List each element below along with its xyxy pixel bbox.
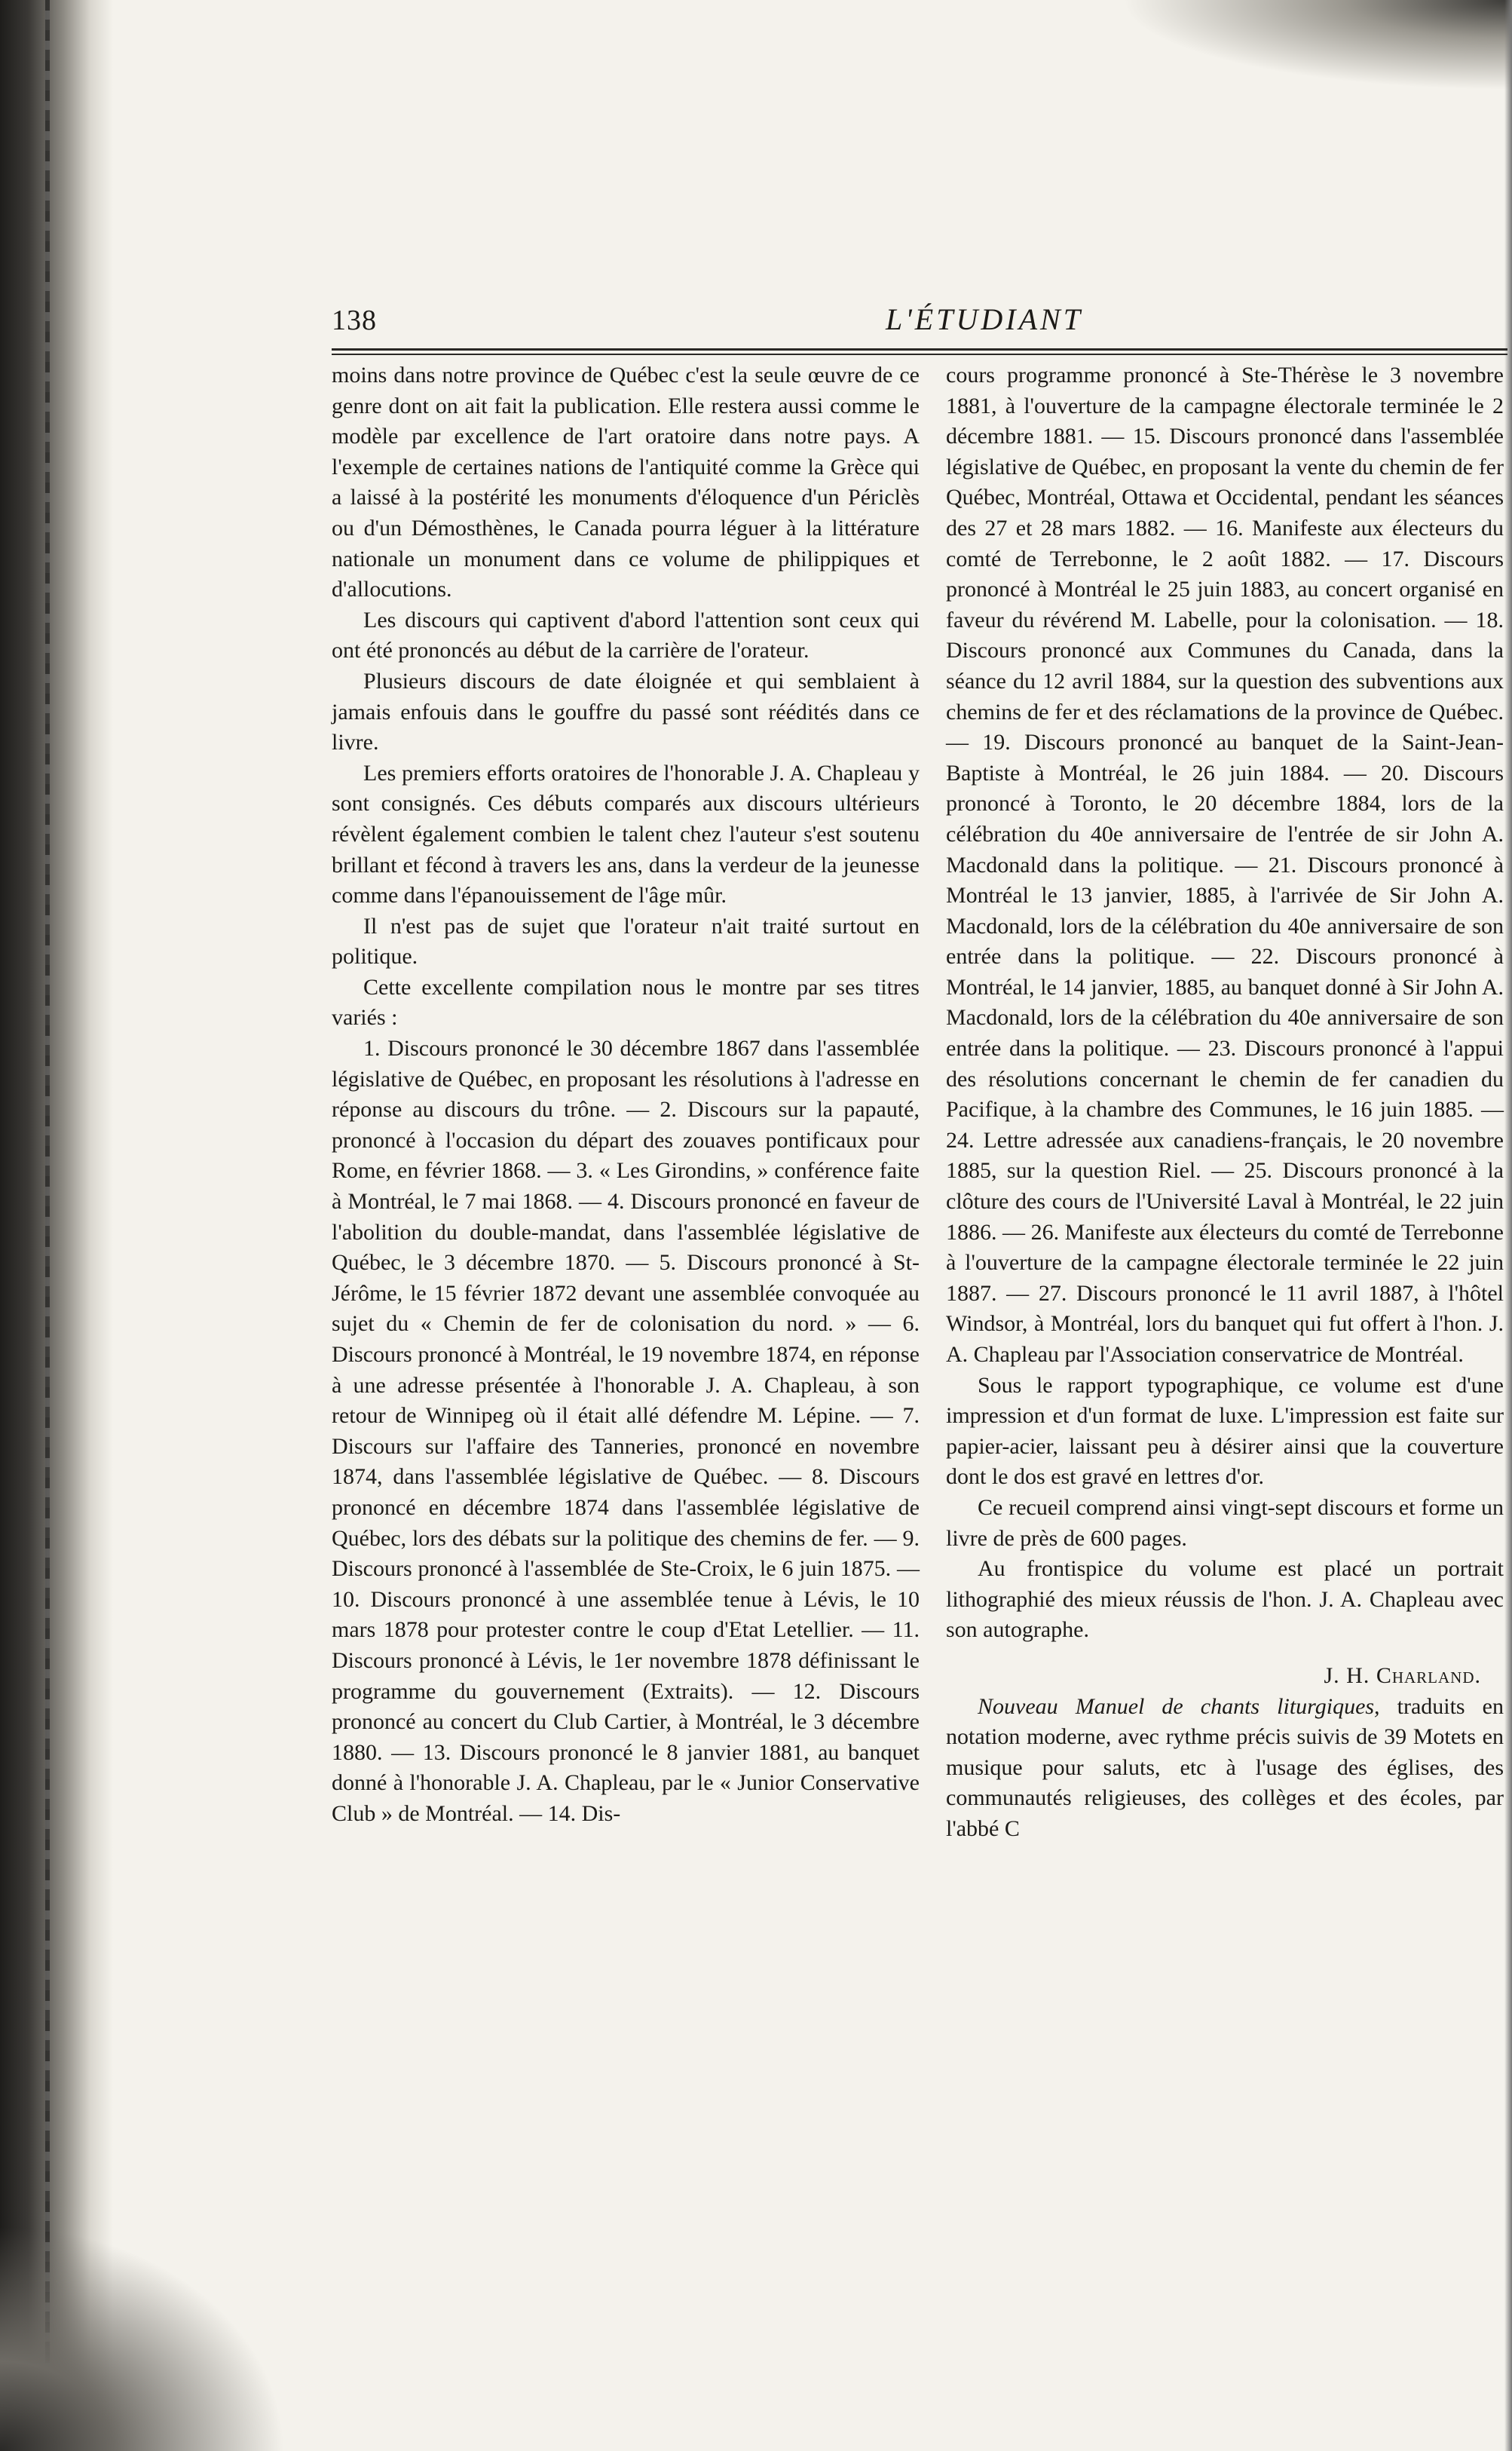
paragraph: Sous le rapport typographique, ce volume est d'une impression et d'un format de luxe. L'impression est faite sur papier-acier, laissant peu à désirer ainsi que la couverture dont le dos est gravé en lettres d'or. bbox=[946, 1372, 1504, 1490]
book-review-text: traduits en notation moderne, avec rythme précis suivis de 39 Motets en musique pour saluts, etc à l'usage des églises, des communautés religieuses, des collèges et des écoles, par l'abbé C bbox=[946, 1693, 1504, 1841]
paragraph: Au frontispice du volume est placé un portrait lithographié des mieux réussis de l'hon. J. A. Chapleau avec son autographe. bbox=[946, 1556, 1504, 1643]
left-column bbox=[332, 360, 920, 1830]
scan-binding-edge bbox=[0, 0, 113, 2451]
paragraph: Cette excellente compilation nous le montre par ses titres variés : bbox=[332, 974, 920, 1031]
paragraph: Les discours qui captivent d'abord l'attention sont ceux qui ont été prononcés au début de la carrière de l'orateur. bbox=[332, 607, 920, 663]
running-title: L'ÉTUDIANT bbox=[886, 302, 1083, 336]
scan-right-edge bbox=[1504, 0, 1512, 2451]
book-review bbox=[946, 1692, 1504, 1845]
scan-corner-shadow bbox=[0, 2225, 286, 2451]
speech-list: 1. Discours prononcé le 30 décembre 1867 dans l'assemblée législative de Québec, en proposant les résolutions à l'adresse en réponse au discours du trône. — 2. Discours sur la papauté, prononcé à l'occasion du départ des zouaves pontificaux pour Rome, en février 1868. — 3. « Les Girondins, » conférence faite à Montréal, le 7 mai 1868. — 4. Discours prononcé en faveur de l'abolition du double-mandat, dans l'assemblée législative de Québec, le 3 décembre 1870. — 5. Discours prononcé à St-Jérôme, le 15 février 1872 devant une assemblée convoquée au sujet du « Chemin de fer de colonisation du nord. » — 6. Discours prononcé à Montréal, le 19 novembre 1874, en réponse à une adresse présentée à l'honorable J. A. Chapleau, à son retour de Winnipeg où il était allé défendre M. Lépine. — 7. Discours sur l'affaire des Tanneries, prononcé en novembre 1874, dans l'assemblée législative de Québec. — 8. Discours prononcé en décembre 1874 dans l'assemblée législative de Québec, lors des débats sur la politique des chemins de fer. — 9. Discours prononcé à l'assemblée de Ste-Croix, le 6 juin 1875. — 10. Discours prononcé à une assemblée tenue à Lévis, le 10 mars 1878 pour protester contre le coup d'Etat Letellier. — 11. Discours prononcé à Lévis, le 1er novembre 1878 définissant le programme du gouvernement (Extraits). — 12. Discours prononcé au concert du Club Cartier, à Montréal, le 3 décembre 1880. — 13. Discours prononcé le 8 janvier 1881, au banquet donné à l'honorable J. A. Chapleau, par le « Junior Conservative Club » de Montréal. — 14. Dis- bbox=[332, 1036, 920, 1826]
header-rule-thick bbox=[332, 348, 1507, 351]
signature-text: J. H. Charland. bbox=[1324, 1662, 1481, 1688]
scan-binding-streak bbox=[45, 0, 50, 2451]
page-header bbox=[332, 298, 1507, 343]
author-signature bbox=[946, 1661, 1504, 1692]
header-rule-thin bbox=[332, 354, 1507, 355]
book-title: Nouveau Manuel de chants liturgiques, bbox=[978, 1693, 1380, 1719]
paragraph: Il n'est pas de sujet que l'orateur n'ait traité surtout en politique. bbox=[332, 913, 920, 970]
paragraph: Les premiers efforts oratoires de l'honorable J. A. Chapleau y sont consignés. Ces débuts comparés aux discours ultérieurs révèlent également combien le talent chez l'auteur s'est soutenu brillant et fécond à travers les ans, dans la verdeur de la jeunesse comme dans l'épanouissement de l'âge mûr. bbox=[332, 760, 920, 908]
scan-top-edge bbox=[1120, 0, 1512, 90]
speech-list-continued: cours programme prononcé à Ste-Thérèse le 3 novembre 1881, à l'ouverture de la campagne électorale terminée le 2 décembre 1881. — 15. Discours prononcé dans l'assemblée législative de Québec, en proposant la vente du chemin de fer Québec, Montréal, Ottawa et Occidental, pendant les séances des 27 et 28 mars 1882. — 16. Manifeste aux électeurs du comté de Terrebonne, le 2 août 1882. — 17. Discours prononcé à Montréal le 25 juin 1883, au concert organisé en faveur du révérend M. Labelle, pour la colonisation. — 18. Discours prononcé aux Communes du Canada, dans la séance du 12 avril 1884, sur la question des subventions aux chemins de fer et des réclamations de la province de Québec. — 19. Discours prononcé au banquet de la Saint-Jean-Baptiste à Montréal, le 26 juin 1884. — 20. Discours prononcé à Toronto, le 20 décembre 1884, lors de la célébration du 40e anniversaire de l'entrée de sir John A. Macdonald dans la politique. — 21. Discours prononcé à Montréal le 13 janvier, 1885, à l'arrivée de Sir John A. Macdonald, lors de la célébration du 40e anniversaire de son entrée dans la politique. — 22. Discours prononcé à Montréal, le 14 janvier, 1885, au banquet donné à Sir John A. Macdonald, lors de la célébration du 40e anniversaire de son entrée dans la politique. — 23. Discours prononcé à l'appui des résolutions concernant le chemin de fer canadien du Pacifique, à la chambre des Communes, le 16 juin 1885. — 24. Lettre adressée aux canadiens-français, le 20 novembre 1885, sur la question Riel. — 25. Discours prononcé à la clôture des cours de l'Université Laval à Montréal, le 22 juin 1886. — 26. Manifeste aux électeurs du comté de Terrebonne à l'ouverture de la campagne électorale terminée le 22 juin 1887. — 27. Discours prononcé le 11 avril 1887, à l'hôtel Windsor, à Montréal, lors du banquet qui fut offert à l'hon. J. A. Chapleau par l'Association conservatrice de Montréal. bbox=[946, 363, 1504, 1367]
page-number: 138 bbox=[332, 305, 377, 336]
paragraph: Ce recueil comprend ainsi vingt-sept discours et forme un livre de près de 600 pages. bbox=[946, 1494, 1504, 1551]
right-column bbox=[946, 360, 1504, 1845]
paragraph: Plusieurs discours de date éloignée et qui semblaient à jamais enfouis dans le gouffre du passé sont réédités dans ce livre. bbox=[332, 668, 920, 755]
paragraph: moins dans notre province de Québec c'est la seule œuvre de ce genre dont on ait fait la publication. Elle restera aussi comme le modèle par excellence de l'art oratoire dans notre pays. A l'exemple de certaines nations de l'antiquité comme la Grèce qui a laissé à la postérité les monuments d'éloquence d'un Périclès ou d'un Démosthènes, le Canada pourra léguer à la littérature nationale un monument dans ce volume de philippiques et d'allocutions. bbox=[332, 363, 920, 602]
